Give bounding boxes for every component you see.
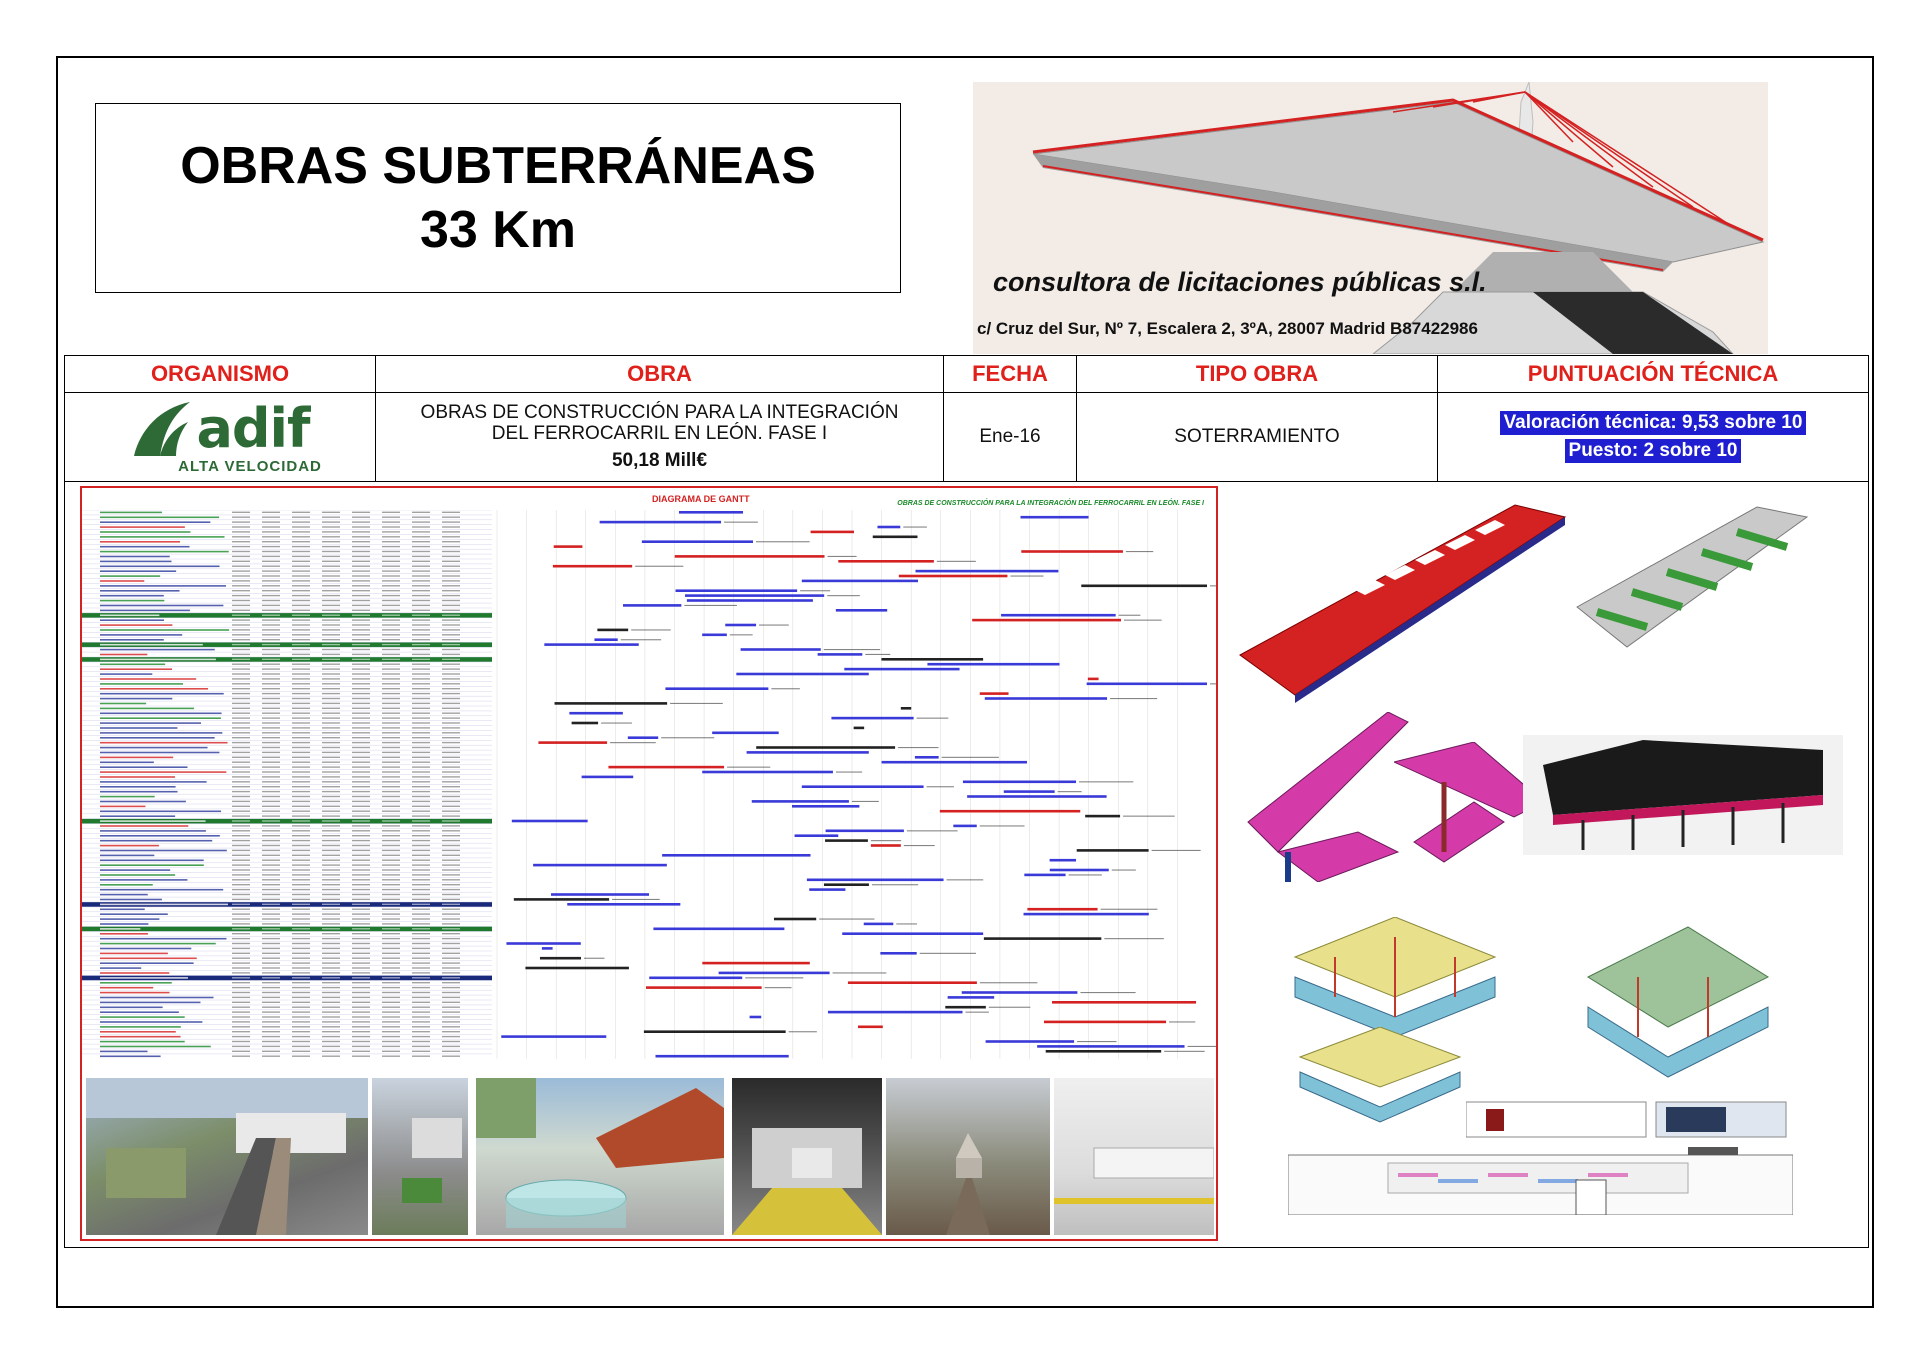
station-facade-elevation-small bbox=[1466, 1097, 1796, 1142]
obra-cell bbox=[376, 393, 944, 482]
project-info-table bbox=[64, 355, 1869, 482]
table-data-row bbox=[65, 393, 1869, 482]
gantt-subtitle: OBRAS DE CONSTRUCCIÓN PARA LA INTEGRACIÓN DEL FERROCARRIL EN LEÓN. FASE I bbox=[897, 500, 1204, 507]
aerial-photo-illustration-2 bbox=[372, 1078, 468, 1235]
obra-amount: 50,18 Mill€ bbox=[611, 450, 708, 471]
station-facade-elevation-large bbox=[1288, 1145, 1793, 1215]
railway-hangar-illustration bbox=[886, 1078, 1050, 1235]
pink-ramp-structural-model bbox=[1394, 742, 1544, 887]
gantt-title: DIAGRAMA DE GANTT bbox=[652, 494, 750, 504]
underground-platform-illustration bbox=[1054, 1078, 1214, 1235]
green-beam-frame-model bbox=[1557, 497, 1809, 655]
cable-stayed-bridge-illustration bbox=[973, 82, 1768, 354]
dark-roof-structure-model bbox=[1523, 735, 1843, 855]
header-fecha: FECHA bbox=[944, 356, 1077, 393]
tunnel-platform-train-render bbox=[732, 1078, 882, 1235]
valoracion-badge: Valoración técnica: 9,53 sobre 10 bbox=[1500, 411, 1807, 435]
station-plaza-render bbox=[476, 1078, 724, 1235]
company-name: consultora de licitaciones públicas s.l. bbox=[993, 267, 1487, 297]
puesto-badge: Puesto: 2 sobre 10 bbox=[1565, 439, 1742, 463]
puntuacion-cell bbox=[1438, 393, 1869, 482]
organismo-cell bbox=[65, 393, 376, 482]
header-organismo: ORGANISMO bbox=[65, 356, 376, 393]
adif-swoosh-icon bbox=[130, 400, 196, 458]
bridge-hero-image bbox=[973, 82, 1768, 354]
fecha-cell: Ene-16 bbox=[944, 393, 1077, 482]
header-tipo-obra: TIPO OBRA bbox=[1077, 356, 1438, 393]
station-3d-model-3 bbox=[1290, 1027, 1470, 1127]
obra-description-line2: DEL FERROCARRIL EN LEÓN. FASE I bbox=[491, 423, 828, 444]
company-address: c/ Cruz del Sur, Nº 7, Escalera 2, 3ºA, 28007 Madrid B87422986 bbox=[977, 319, 1478, 338]
aerial-photo-illustration-1 bbox=[86, 1078, 368, 1235]
header-obra: OBRA bbox=[376, 356, 944, 393]
station-3d-model-2 bbox=[1578, 917, 1778, 1087]
title-length: 33 Km bbox=[419, 201, 577, 259]
table-header-row bbox=[65, 356, 1869, 393]
adif-logo-text: adif bbox=[196, 396, 310, 460]
red-slab-structural-model bbox=[1235, 495, 1570, 705]
railway-hangar-photo bbox=[886, 1078, 1050, 1235]
obra-description-line1: OBRAS DE CONSTRUCCIÓN PARA LA INTEGRACIÓN bbox=[420, 402, 899, 423]
aerial-station-photo-2 bbox=[372, 1078, 468, 1235]
underground-platform-render bbox=[1054, 1078, 1214, 1235]
adif-logo-subtitle: ALTA VELOCIDAD bbox=[178, 457, 322, 475]
tunnel-train-illustration bbox=[732, 1078, 882, 1235]
header-puntuacion: PUNTUACIÓN TÉCNICA bbox=[1438, 356, 1869, 393]
title-box bbox=[95, 103, 901, 293]
plaza-render-illustration bbox=[476, 1078, 724, 1235]
adif-logo bbox=[66, 396, 374, 475]
title-main: OBRAS SUBTERRÁNEAS bbox=[180, 137, 816, 195]
tipo-obra-cell: SOTERRAMIENTO bbox=[1077, 393, 1438, 482]
aerial-station-photo-1 bbox=[86, 1078, 368, 1235]
gantt-diagram bbox=[82, 510, 1216, 1090]
